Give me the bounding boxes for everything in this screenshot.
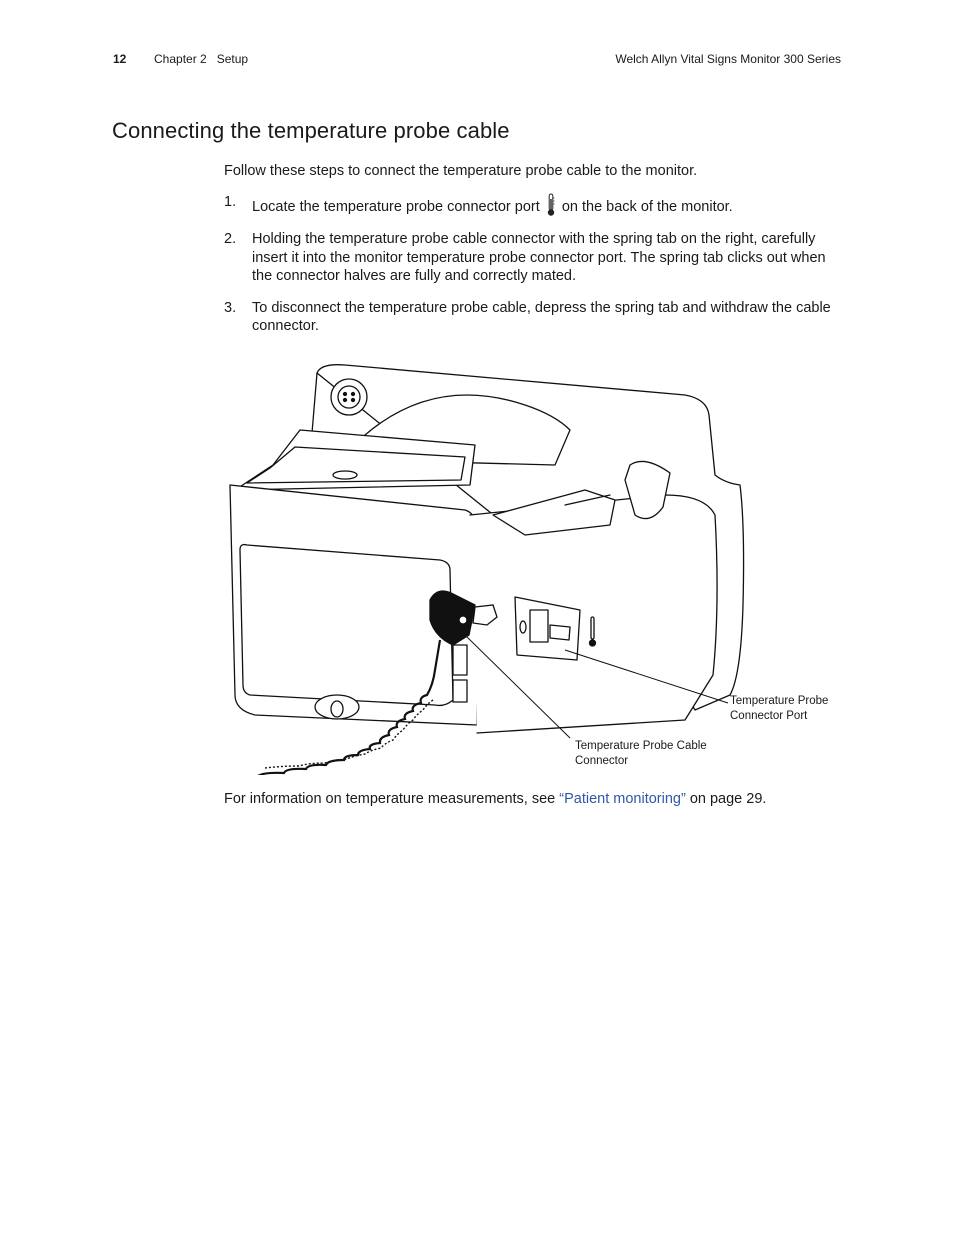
patient-monitoring-link[interactable]: “Patient monitoring” <box>559 791 686 807</box>
section-title: Connecting the temperature probe cable <box>112 118 510 143</box>
step-item <box>224 230 844 286</box>
step-number: 1. <box>224 194 237 210</box>
monitor-illustration <box>225 355 845 775</box>
footer-note <box>224 791 766 807</box>
callout-port <box>730 694 828 724</box>
monitor-front-panel <box>240 545 453 706</box>
footer-note-prefix: For information on temperature measurements, see <box>224 791 560 807</box>
step-number: 2. <box>224 231 237 247</box>
step-item <box>224 299 844 336</box>
callout-cable <box>575 739 707 769</box>
step-number: 3. <box>224 299 237 316</box>
footer-note-suffix: on page 29. <box>685 791 767 807</box>
step-text: Holding the temperature probe cable connector with the spring tab on the right, carefully insert it into the monitor temperature probe connector port. The spring tab clicks out when the connector halves are fully and correctly mated. <box>252 231 826 284</box>
chapter-label: Chapter 2 Setup <box>154 52 249 66</box>
step-text-continued: on the back of the monitor. <box>561 199 733 215</box>
intro-paragraph: Follow these steps to connect the temperature probe cable to the monitor. <box>224 163 698 179</box>
step-text: Locate the temperature probe connector port <box>252 199 540 215</box>
page-number: 12 <box>113 52 127 66</box>
thermometer-icon <box>546 193 556 217</box>
step-text: To disconnect the temperature probe cable, depress the spring tab and withdraw the cable connector. <box>252 299 831 334</box>
monitor-side-body <box>470 495 717 733</box>
callout-port-line2: Connector Port <box>730 710 808 722</box>
callout-cable-line2: Connector <box>575 755 629 767</box>
callout-port-line1: Temperature Probe <box>730 695 829 707</box>
step-item <box>224 193 844 217</box>
page-header <box>113 52 841 70</box>
steps-list <box>224 193 844 349</box>
document-title: Welch Allyn Vital Signs Monitor 300 Series <box>615 52 841 66</box>
callout-cable-line1: Temperature Probe Cable <box>575 740 707 752</box>
